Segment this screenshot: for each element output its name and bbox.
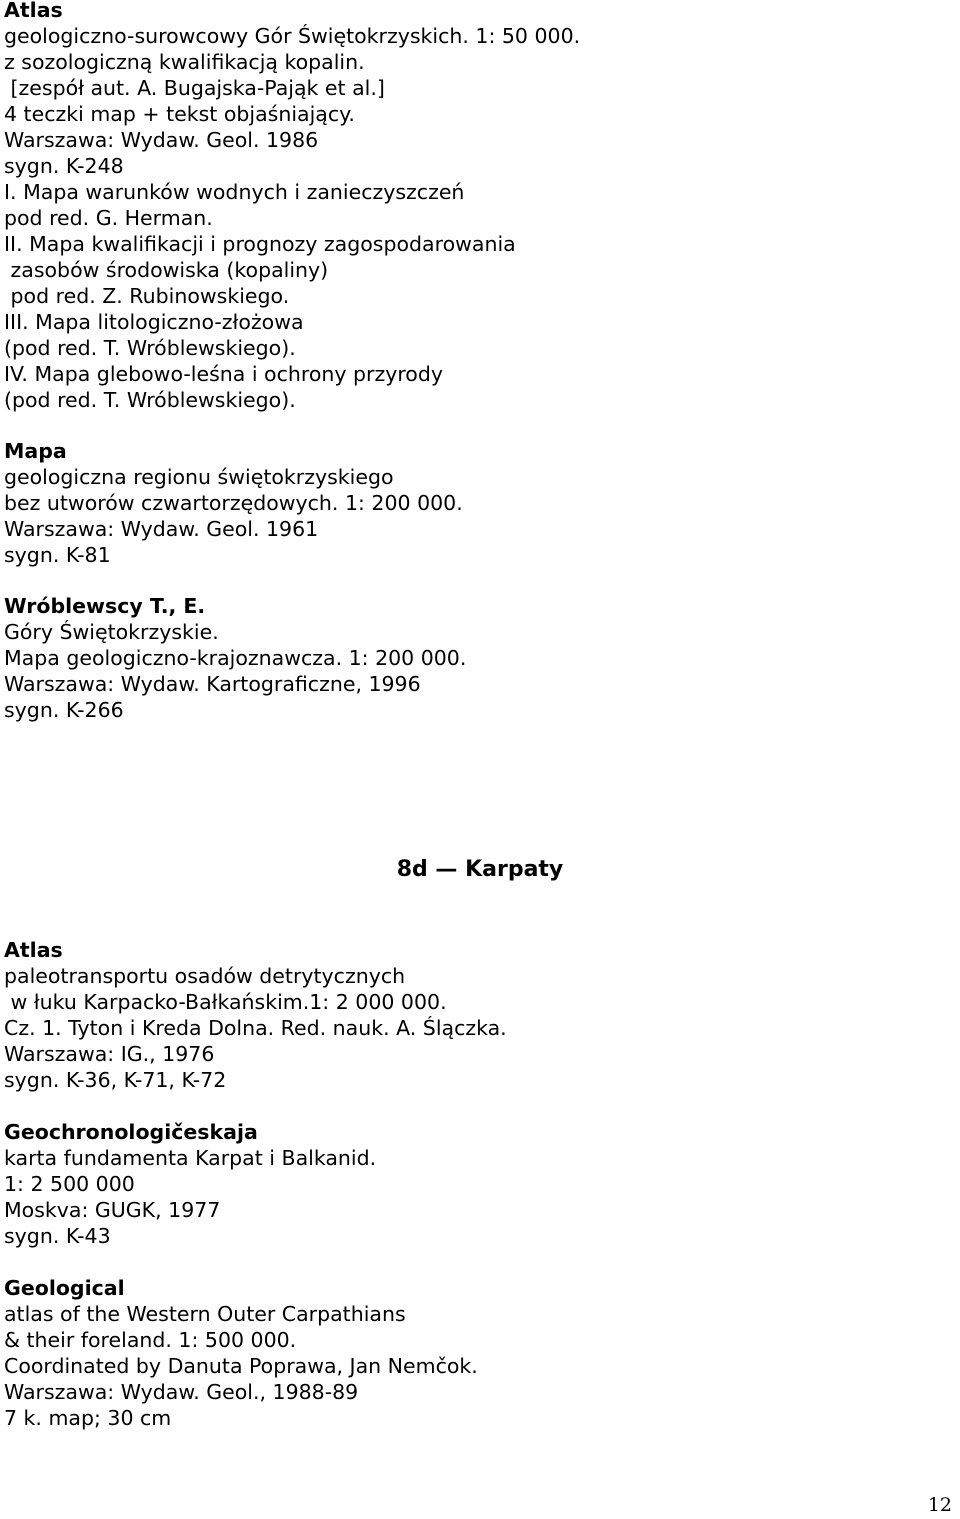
entry-line: I. Mapa warunków wodnych i zanieczyszczeń [4,180,465,204]
entry-line: Warszawa: Wydaw. Geol. 1961 [4,517,319,541]
entry-heading: Wróblewscy T., E. [4,594,206,618]
entry-line: Warszawa: Wydaw. Geol. 1986 [4,128,319,152]
entry-heading: Geochronologičeskaja [4,1120,258,1144]
catalog-entry [4,438,940,568]
entry-line: (pod red. T. Wróblewskiego). [4,388,296,412]
catalog-entry [4,0,940,413]
entry-line: karta fundamenta Karpat i Balkanid. [4,1146,377,1170]
entry-line: sygn. K-248 [4,154,124,178]
entry-line: Góry Świętokrzyskie. [4,620,219,644]
entry-heading: Geological [4,1276,125,1300]
entry-line: sygn. K-81 [4,543,111,567]
entry-line: & their foreland. 1: 500 000. [4,1328,297,1352]
page-number: 12 [927,1494,952,1516]
entry-line: [zespół aut. A. Bugajska-Pająk et al.] [4,76,385,100]
entry-line: Coordinated by Danuta Poprawa, Jan Nemčok. [4,1354,478,1378]
entry-line: Mapa geologiczno-krajoznawcza. 1: 200 000. [4,646,467,670]
entry-line: II. Mapa kwalifikacji i prognozy zagospodarowania [4,232,516,256]
entry-heading: Atlas [4,0,63,22]
entry-line: Warszawa: Wydaw. Kartograficzne, 1996 [4,672,421,696]
entry-line: paleotransportu osadów detrytycznych [4,964,406,988]
entry-line: (pod red. T. Wróblewskiego). [4,336,296,360]
entry-line: zasobów środowiska (kopaliny) [4,258,329,282]
entry-line: Warszawa: Wydaw. Geol., 1988-89 [4,1380,359,1404]
entry-line: 4 teczki map + tekst objaśniający. [4,102,355,126]
entry-line: geologiczna regionu świętokrzyskiego [4,465,394,489]
entry-line: pod red. Z. Rubinowskiego. [4,284,290,308]
entry-heading: Mapa [4,439,67,463]
catalog-entry [4,937,940,1093]
section-heading: 8d — Karpaty [396,857,564,882]
entry-line: sygn. K-43 [4,1224,111,1248]
entry-line: Warszawa: IG., 1976 [4,1042,215,1066]
entry-line: z sozologiczną kwalifikacją kopalin. [4,50,365,74]
catalog-entry [4,593,940,723]
entry-line: III. Mapa litologiczno-złożowa [4,310,304,334]
catalog-entry [4,1119,940,1249]
entry-line: atlas of the Western Outer Carpathians [4,1302,406,1326]
entry-line: 7 k. map; 30 cm [4,1406,172,1430]
entry-line: w łuku Karpacko-Bałkańskim.1: 2 000 000. [4,990,447,1014]
entry-line: IV. Mapa glebowo-leśna i ochrony przyrody [4,362,443,386]
entry-line: Cz. 1. Tyton i Kreda Dolna. Red. nauk. A. Ślączka. [4,1016,507,1040]
entry-line: sygn. K-36, K-71, K-72 [4,1068,227,1092]
entry-line: sygn. K-266 [4,698,124,722]
entry-heading: Atlas [4,938,63,962]
catalog-entry [4,1275,940,1431]
entry-line: 1: 2 500 000 [4,1172,135,1196]
entry-line: geologiczno-surowcowy Gór Świętokrzyskich. 1: 50 000. [4,24,581,48]
entry-line: bez utworów czwartorzędowych. 1: 200 000. [4,491,463,515]
entry-line: pod red. G. Herman. [4,206,213,230]
entry-line: Moskva: GUGK, 1977 [4,1198,221,1222]
